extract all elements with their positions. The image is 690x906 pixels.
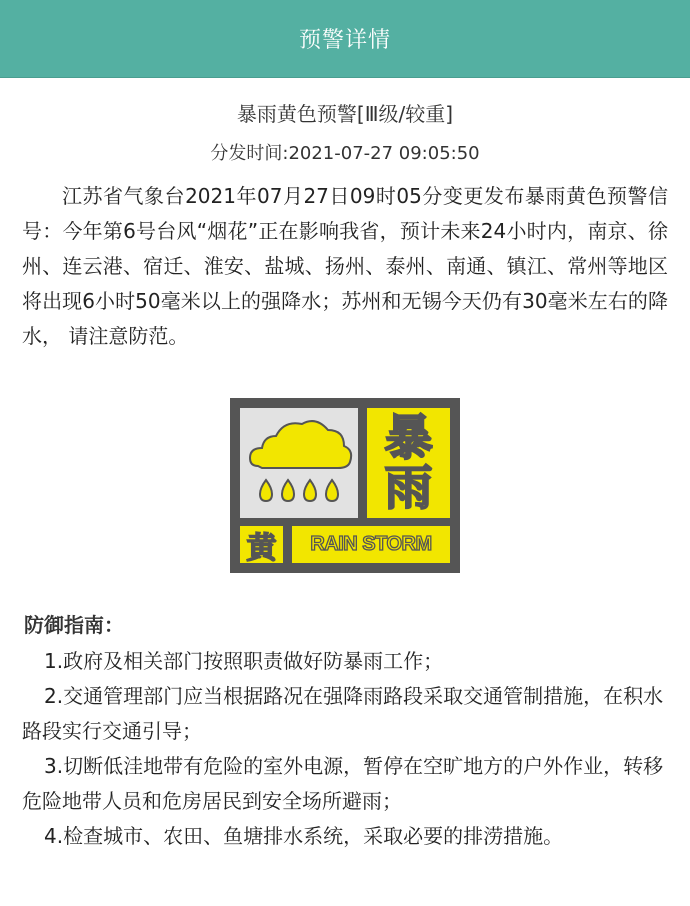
storm-char-2: 雨	[384, 460, 433, 516]
page-title: 预警详情	[298, 28, 391, 53]
rain-cloud-icon	[240, 408, 358, 518]
storm-text-panel	[367, 408, 450, 518]
english-label-panel	[292, 526, 450, 563]
color-char: 黄	[246, 530, 277, 566]
rainstorm-yellow-badge	[230, 398, 460, 573]
issue-time: 分发时间:2021-07-27 09:05:50	[210, 143, 480, 164]
page-header	[0, 0, 690, 78]
english-label: RAIN STORM	[310, 533, 432, 555]
warning-badge-container	[0, 398, 690, 573]
guide-item: 3.切断低洼地带有危险的室外电源，暂停在空旷地方的户外作业，转移危险地带人员和危房居民到安全场所避雨；	[22, 754, 664, 813]
guide-item: 2.交通管理部门应当根据路况在强降雨路段采取交通管制措施，在积水路段实行交通引导；	[22, 684, 664, 743]
cloud-panel	[240, 408, 358, 518]
guide-item: 4.检查城市、农田、鱼塘排水系统，采取必要的排涝措施。	[44, 824, 564, 848]
warning-body: 江苏省气象台2021年07月27日09时05分变更发布暴雨黄色预警信号：今年第6号台风“烟花”正在影响我省，预计未来24小时内，南京、徐州、连云港、宿迁、淮安、盐城、扬州、泰州、南通、镇江、常州等地区将出现6小时50毫米以上的强降水；苏州和无锡今天仍有30毫米左右的降水， 请注意防范。	[22, 184, 668, 348]
guide-item: 1.政府及相关部门按照职责做好防暴雨工作；	[44, 649, 444, 673]
guide-title: 防御指南：	[24, 613, 124, 637]
guide-list	[22, 644, 668, 854]
color-label-panel	[240, 526, 283, 566]
storm-char-1: 暴	[384, 410, 433, 466]
warning-title: 暴雨黄色预警[Ⅲ级/较重]	[236, 102, 454, 126]
